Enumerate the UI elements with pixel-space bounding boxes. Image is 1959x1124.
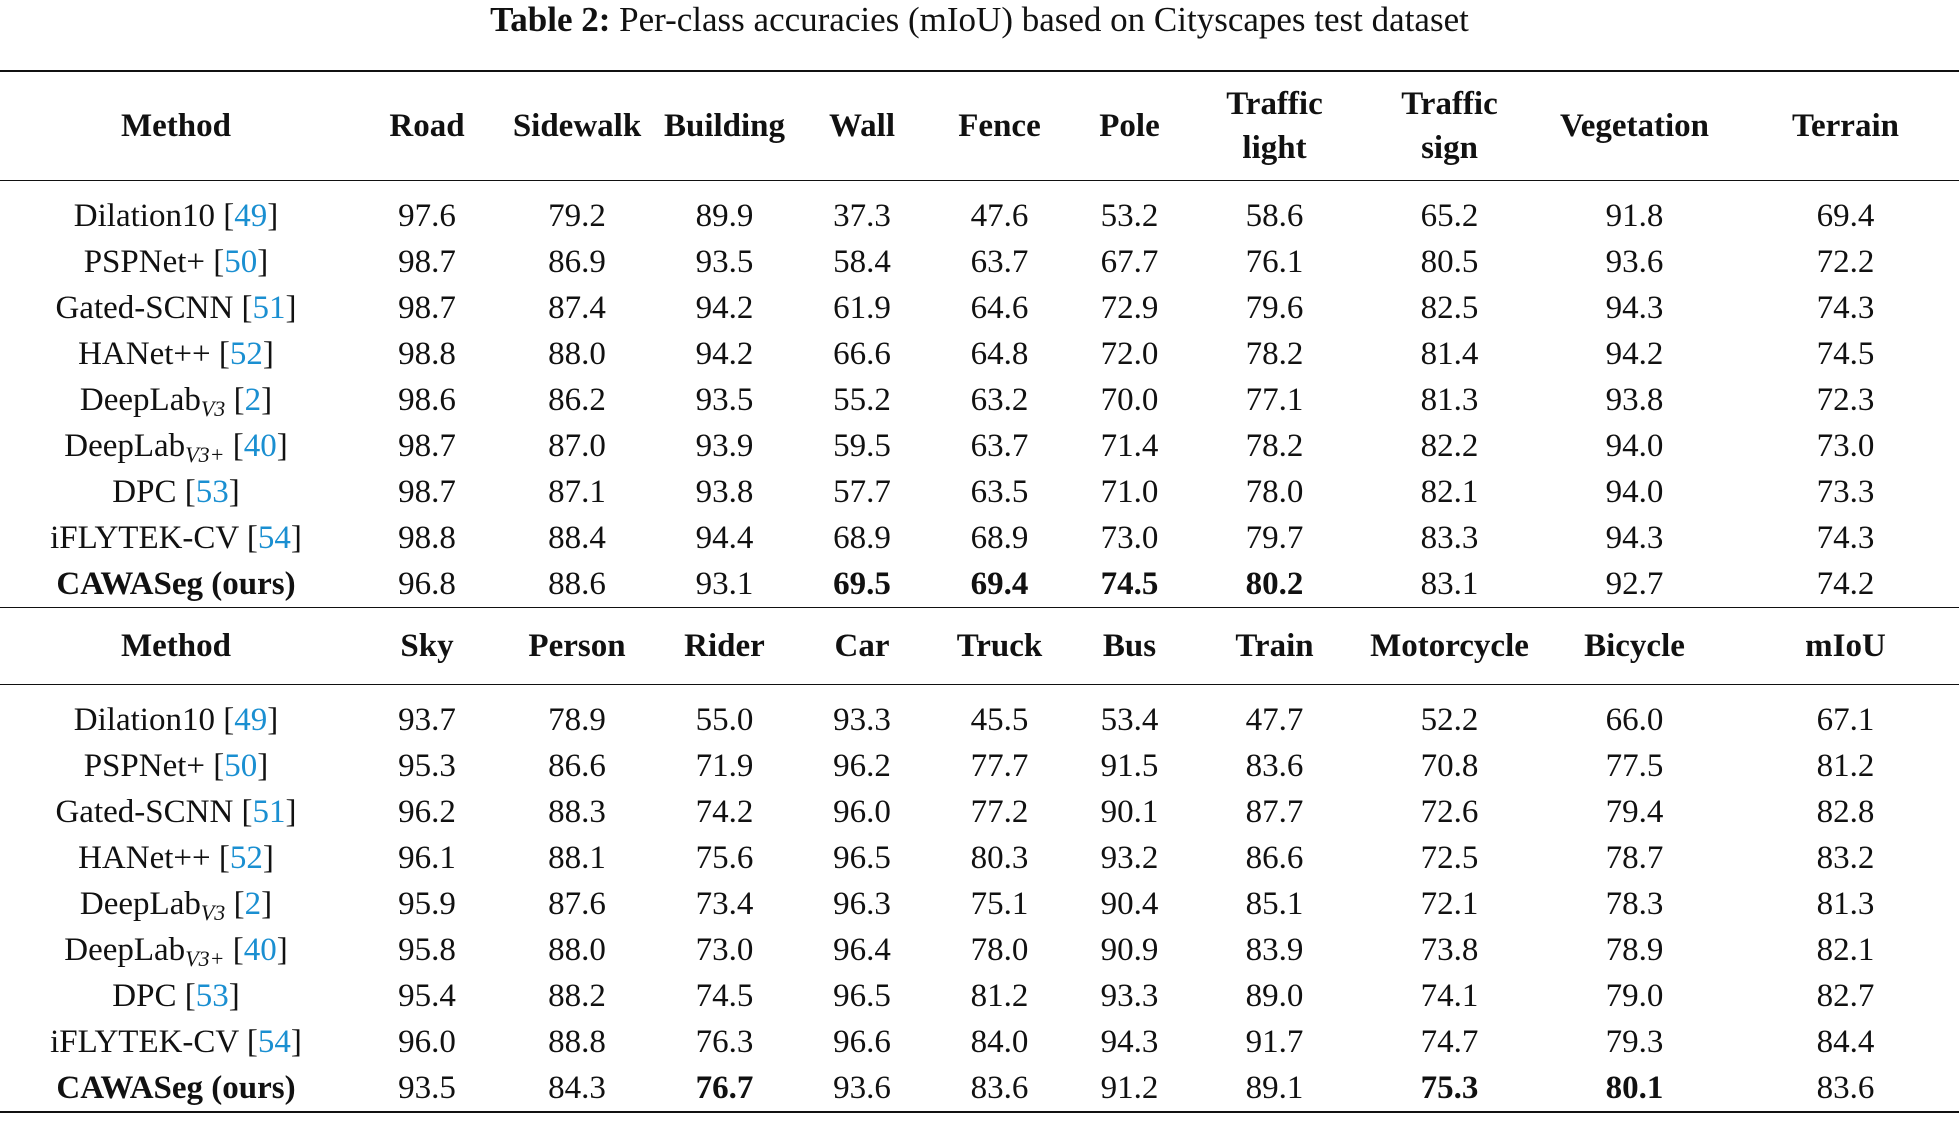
method-cell: HANet++ [52] (78, 840, 274, 876)
results-table (0, 70, 1959, 1113)
value-cell: 89.9 (695, 198, 754, 234)
value-cell: 98.7 (398, 290, 456, 326)
value-cell: 86.6 (1245, 840, 1304, 876)
method-cell: DeepLab$_{V3+}$ [40] (64, 932, 288, 971)
column-header: Truck (927, 608, 1072, 685)
caption-label: Table 2: (490, 0, 611, 39)
table-row (0, 377, 1959, 423)
citation-link[interactable]: 51 (252, 794, 286, 830)
method-cell: DPC [53] (112, 978, 240, 1014)
value-cell: 93.3 (833, 702, 891, 738)
value-cell: 88.0 (548, 336, 606, 372)
value-cell: 88.3 (548, 794, 606, 830)
value-cell: 52.2 (1420, 702, 1479, 738)
value-cell: 71.9 (695, 748, 754, 784)
method-cell: DPC [53] (112, 474, 240, 510)
value-cell: 67.1 (1816, 702, 1875, 738)
value-cell: 95.3 (398, 748, 456, 784)
value-cell: 66.0 (1605, 702, 1664, 738)
value-cell: 80.5 (1420, 244, 1479, 280)
value-cell: 80.2 (1245, 566, 1304, 602)
value-cell: 73.8 (1420, 932, 1479, 968)
value-cell: 96.0 (833, 794, 891, 830)
method-cell: DeepLab$_{V3}$ [2] (79, 382, 273, 421)
column-header: Vegetation (1537, 71, 1732, 181)
method-cell (0, 561, 352, 608)
table-row (0, 685, 1959, 744)
method-name: PSPNet+ (83, 748, 206, 784)
method-subscript: V3+ (185, 442, 225, 467)
value-cell: 70.0 (1100, 382, 1159, 418)
value-cell: 83.6 (1245, 748, 1304, 784)
value-cell: 53.2 (1100, 198, 1159, 234)
method-name: DPC (112, 474, 177, 510)
value-cell: 74.7 (1420, 1024, 1479, 1060)
table-row (0, 1065, 1959, 1112)
value-cell: 63.7 (970, 244, 1029, 280)
value-cell: 66.6 (833, 336, 891, 372)
method-cell: HANet++ [52] (78, 336, 274, 372)
value-cell: 47.7 (1245, 702, 1304, 738)
value-cell: 96.2 (398, 794, 456, 830)
value-cell: 74.2 (695, 794, 754, 830)
value-cell: 72.3 (1816, 382, 1875, 418)
column-header-line: Traffic (1226, 86, 1323, 122)
value-cell: 37.3 (833, 198, 891, 234)
method-name: HANet++ (78, 840, 211, 876)
value-cell: 70.8 (1420, 748, 1479, 784)
value-cell: 83.6 (1732, 1065, 1959, 1112)
value-cell: 82.1 (1420, 474, 1479, 510)
method-name: PSPNet+ (83, 244, 206, 280)
value-cell: 78.2 (1245, 336, 1304, 372)
value-cell: 94.2 (695, 336, 754, 372)
value-cell: 90.1 (1100, 794, 1159, 830)
value-cell: 95.9 (398, 886, 456, 922)
table-row (0, 181, 1959, 240)
table-row (0, 743, 1959, 789)
value-cell: 88.4 (548, 520, 606, 556)
table-row (0, 835, 1959, 881)
value-cell: 96.0 (398, 1024, 456, 1060)
table-row (0, 331, 1959, 377)
method-cell: Gated-SCNN [51] (55, 794, 297, 830)
value-cell: 58.6 (1245, 198, 1304, 234)
column-header: Pole (1072, 71, 1187, 181)
column-header: Motorcycle (1362, 608, 1537, 685)
value-cell: 78.0 (1245, 474, 1304, 510)
value-cell: 96.4 (833, 932, 891, 968)
value-cell: 75.6 (695, 840, 754, 876)
value-cell: 74.5 (1100, 566, 1159, 602)
value-cell: 77.5 (1605, 748, 1664, 784)
value-cell: 73.4 (695, 886, 754, 922)
value-cell: 91.8 (1605, 198, 1664, 234)
value-cell: 69.4 (1816, 198, 1875, 234)
value-cell: 67.7 (1100, 244, 1159, 280)
value-cell: 92.7 (1605, 566, 1664, 602)
citation-link[interactable]: 52 (229, 840, 263, 876)
value-cell: 45.5 (970, 702, 1029, 738)
value-cell: 71.4 (1100, 428, 1159, 464)
table-row (0, 469, 1959, 515)
value-cell: 63.2 (970, 382, 1029, 418)
value-cell: 93.5 (695, 244, 754, 280)
column-header: Fence (927, 71, 1072, 181)
method-name: DeepLab (64, 428, 186, 464)
value-cell: 98.7 (398, 428, 456, 464)
citation-link[interactable]: 40 (243, 428, 277, 464)
value-cell: 91.7 (1245, 1024, 1304, 1060)
column-header (1187, 71, 1362, 181)
citation-link[interactable]: 49 (234, 198, 268, 234)
method-subscript: V3 (200, 396, 226, 421)
value-cell: 47.6 (970, 198, 1029, 234)
table-row (0, 561, 1959, 608)
value-cell: 73.3 (1816, 474, 1875, 510)
value-cell: 88.6 (548, 566, 606, 602)
value-cell: 72.6 (1420, 794, 1479, 830)
value-cell: 78.0 (970, 932, 1029, 968)
table-row (0, 789, 1959, 835)
value-cell: 78.7 (1605, 840, 1664, 876)
citation-link[interactable]: 49 (234, 702, 268, 738)
method-name: DPC (112, 978, 177, 1014)
value-cell: 98.8 (398, 336, 456, 372)
value-cell: 96.5 (833, 978, 891, 1014)
value-cell: 79.3 (1605, 1024, 1664, 1060)
value-cell: 74.3 (1816, 520, 1875, 556)
table-row (0, 973, 1959, 1019)
value-cell: 64.8 (970, 336, 1029, 372)
citation-link[interactable]: 52 (229, 336, 263, 372)
value-cell: 73.0 (695, 932, 754, 968)
value-cell: 79.0 (1605, 978, 1664, 1014)
value-cell: 89.0 (1245, 978, 1304, 1014)
value-cell: 96.3 (833, 886, 891, 922)
value-cell: 94.0 (1605, 474, 1664, 510)
method-name: HANet++ (78, 336, 211, 372)
column-header: Wall (797, 71, 927, 181)
value-cell: 72.1 (1420, 886, 1479, 922)
method-cell: Dilation10 [49] (73, 702, 279, 738)
value-cell: 93.2 (1100, 840, 1159, 876)
table-row (0, 423, 1959, 469)
value-cell: 86.6 (548, 748, 606, 784)
value-cell: 90.4 (1100, 886, 1159, 922)
value-cell: 98.7 (398, 474, 456, 510)
value-cell: 93.6 (1605, 244, 1664, 280)
caption-text: Per-class accuracies (mIoU) based on Cityscapes test dataset (610, 0, 1469, 39)
method-name: Gated-SCNN (55, 290, 234, 326)
value-cell: 65.2 (1420, 198, 1479, 234)
value-cell: 83.1 (1420, 566, 1479, 602)
value-cell: 80.1 (1537, 1065, 1732, 1112)
value-cell: 93.5 (352, 1065, 502, 1112)
value-cell: 77.1 (1245, 382, 1304, 418)
column-header: Train (1187, 608, 1362, 685)
value-cell: 93.1 (695, 566, 754, 602)
value-cell: 78.9 (1605, 932, 1664, 968)
value-cell: 94.2 (695, 290, 754, 326)
value-cell: 73.0 (1100, 520, 1159, 556)
value-cell: 55.2 (833, 382, 891, 418)
value-cell: 75.1 (970, 886, 1029, 922)
value-cell: 97.6 (398, 198, 456, 234)
value-cell: 88.2 (548, 978, 606, 1014)
value-cell: 63.5 (970, 474, 1029, 510)
method-name: CAWASeg (ours) (56, 1070, 296, 1106)
value-cell: 93.6 (797, 1065, 927, 1112)
column-header: Bus (1072, 608, 1187, 685)
value-cell: 94.2 (1605, 336, 1664, 372)
value-cell: 82.5 (1420, 290, 1479, 326)
value-cell: 55.0 (695, 702, 754, 738)
method-name: Dilation10 (73, 702, 215, 738)
value-cell: 68.9 (833, 520, 891, 556)
value-cell: 74.3 (1816, 290, 1875, 326)
value-cell: 84.3 (502, 1065, 652, 1112)
citation-link[interactable]: 50 (224, 748, 258, 784)
method-cell: Gated-SCNN [51] (55, 290, 297, 326)
value-cell: 96.1 (398, 840, 456, 876)
method-name: Dilation10 (73, 198, 215, 234)
value-cell: 69.5 (833, 566, 891, 602)
value-cell: 81.2 (1816, 748, 1875, 784)
table-row (0, 1019, 1959, 1065)
method-cell: PSPNet+ [50] (83, 244, 269, 280)
value-cell: 89.1 (1187, 1065, 1362, 1112)
value-cell: 80.3 (970, 840, 1029, 876)
method-name: DeepLab (79, 886, 201, 922)
citation-link[interactable]: 40 (243, 932, 277, 968)
value-cell: 86.9 (548, 244, 606, 280)
table-row (0, 881, 1959, 927)
value-cell: 96.6 (833, 1024, 891, 1060)
value-cell: 69.4 (970, 566, 1029, 602)
value-cell: 78.2 (1245, 428, 1304, 464)
method-subscript: V3+ (185, 946, 225, 971)
value-cell: 77.2 (970, 794, 1029, 830)
value-cell: 98.6 (398, 382, 456, 418)
method-cell: Dilation10 [49] (73, 198, 279, 234)
value-cell: 79.6 (1245, 290, 1304, 326)
value-cell: 81.4 (1420, 336, 1479, 372)
value-cell: 85.1 (1245, 886, 1304, 922)
value-cell: 94.4 (695, 520, 754, 556)
value-cell: 96.5 (833, 840, 891, 876)
value-cell: 82.7 (1816, 978, 1875, 1014)
table-caption (0, 0, 1959, 40)
value-cell: 91.5 (1100, 748, 1159, 784)
column-header: Road (352, 71, 502, 181)
value-cell: 79.7 (1245, 520, 1304, 556)
value-cell: 84.4 (1816, 1024, 1875, 1060)
column-header: Rider (652, 608, 797, 685)
value-cell: 61.9 (833, 290, 891, 326)
citation-link[interactable]: 2 (244, 886, 262, 922)
value-cell: 73.0 (1816, 428, 1875, 464)
column-header-line: Traffic (1401, 86, 1498, 122)
citation-link[interactable]: 51 (252, 290, 286, 326)
value-cell: 72.0 (1100, 336, 1159, 372)
value-cell: 84.0 (970, 1024, 1029, 1060)
value-cell: 88.0 (548, 932, 606, 968)
column-header (1362, 71, 1537, 181)
value-cell: 93.5 (695, 382, 754, 418)
value-cell: 94.0 (1605, 428, 1664, 464)
column-header: Person (502, 608, 652, 685)
method-name: Gated-SCNN (55, 794, 234, 830)
method-cell: PSPNet+ [50] (83, 748, 269, 784)
value-cell: 72.2 (1816, 244, 1875, 280)
value-cell: 74.1 (1420, 978, 1479, 1014)
method-subscript: V3 (200, 900, 226, 925)
value-cell: 82.2 (1420, 428, 1479, 464)
value-cell: 77.7 (970, 748, 1029, 784)
value-cell: 90.9 (1100, 932, 1159, 968)
value-cell: 74.5 (1816, 336, 1875, 372)
value-cell: 76.3 (695, 1024, 754, 1060)
value-cell: 87.0 (548, 428, 606, 464)
value-cell: 78.9 (548, 702, 606, 738)
value-cell: 96.2 (833, 748, 891, 784)
value-cell: 91.2 (1072, 1065, 1187, 1112)
column-header: Sidewalk (502, 71, 652, 181)
column-header: Method (0, 71, 352, 181)
value-cell: 93.8 (695, 474, 754, 510)
method-name: CAWASeg (ours) (56, 566, 296, 602)
column-header: mIoU (1732, 608, 1959, 685)
value-cell: 71.0 (1100, 474, 1159, 510)
value-cell: 87.1 (548, 474, 606, 510)
value-cell: 57.7 (833, 474, 891, 510)
value-cell: 78.3 (1605, 886, 1664, 922)
value-cell: 98.7 (398, 244, 456, 280)
method-cell: DeepLab$_{V3}$ [2] (79, 886, 273, 925)
citation-link[interactable]: 53 (195, 978, 229, 1014)
column-header: Car (797, 608, 927, 685)
citation-link[interactable]: 54 (257, 1024, 291, 1060)
value-cell: 87.4 (548, 290, 606, 326)
header-row (0, 608, 1959, 685)
method-name: DeepLab (79, 382, 201, 418)
value-cell: 82.1 (1816, 932, 1875, 968)
citation-link[interactable]: 2 (244, 382, 262, 418)
value-cell: 79.4 (1605, 794, 1664, 830)
value-cell: 93.8 (1605, 382, 1664, 418)
method-cell: DeepLab$_{V3+}$ [40] (64, 428, 288, 467)
value-cell: 93.3 (1100, 978, 1159, 1014)
header-row (0, 71, 1959, 181)
method-cell: iFLYTEK-CV [54] (50, 1024, 302, 1060)
value-cell: 79.2 (548, 198, 606, 234)
column-header: Terrain (1732, 71, 1959, 181)
citation-link[interactable]: 54 (257, 520, 291, 556)
value-cell: 94.3 (1605, 290, 1664, 326)
value-cell: 75.3 (1362, 1065, 1537, 1112)
value-cell: 74.2 (1816, 566, 1875, 602)
value-cell: 82.8 (1816, 794, 1875, 830)
value-cell: 83.3 (1420, 520, 1479, 556)
value-cell: 94.3 (1100, 1024, 1159, 1060)
value-cell: 88.8 (548, 1024, 606, 1060)
value-cell: 72.5 (1420, 840, 1479, 876)
value-cell: 95.8 (398, 932, 456, 968)
value-cell: 87.6 (548, 886, 606, 922)
value-cell: 83.6 (927, 1065, 1072, 1112)
method-name: DeepLab (64, 932, 186, 968)
value-cell: 72.9 (1100, 290, 1159, 326)
value-cell: 83.2 (1816, 840, 1875, 876)
value-cell: 74.5 (695, 978, 754, 1014)
citation-link[interactable]: 53 (195, 474, 229, 510)
value-cell: 93.7 (398, 702, 456, 738)
value-cell: 81.3 (1816, 886, 1875, 922)
value-cell: 76.7 (652, 1065, 797, 1112)
column-header: Sky (352, 608, 502, 685)
value-cell: 59.5 (833, 428, 891, 464)
method-name: iFLYTEK-CV (50, 1024, 239, 1060)
table-row (0, 239, 1959, 285)
value-cell: 87.7 (1245, 794, 1304, 830)
value-cell: 94.3 (1605, 520, 1664, 556)
value-cell: 64.6 (970, 290, 1029, 326)
column-header: Building (652, 71, 797, 181)
value-cell: 95.4 (398, 978, 456, 1014)
value-cell: 81.2 (970, 978, 1029, 1014)
column-header: Bicycle (1537, 608, 1732, 685)
value-cell: 68.9 (970, 520, 1029, 556)
value-cell: 81.3 (1420, 382, 1479, 418)
value-cell: 93.9 (695, 428, 754, 464)
value-cell: 86.2 (548, 382, 606, 418)
citation-link[interactable]: 50 (224, 244, 258, 280)
table-row (0, 285, 1959, 331)
table-row (0, 515, 1959, 561)
value-cell: 96.8 (398, 566, 456, 602)
value-cell: 88.1 (548, 840, 606, 876)
value-cell: 83.9 (1245, 932, 1304, 968)
table-row (0, 927, 1959, 973)
column-header-line: sign (1421, 130, 1478, 166)
method-name: iFLYTEK-CV (50, 520, 239, 556)
value-cell: 76.1 (1245, 244, 1304, 280)
value-cell: 53.4 (1100, 702, 1159, 738)
method-cell: iFLYTEK-CV [54] (50, 520, 302, 556)
method-cell (0, 1065, 352, 1112)
column-header: Method (0, 608, 352, 685)
column-header-line: light (1242, 130, 1307, 166)
value-cell: 98.8 (398, 520, 456, 556)
value-cell: 58.4 (833, 244, 891, 280)
value-cell: 63.7 (970, 428, 1029, 464)
